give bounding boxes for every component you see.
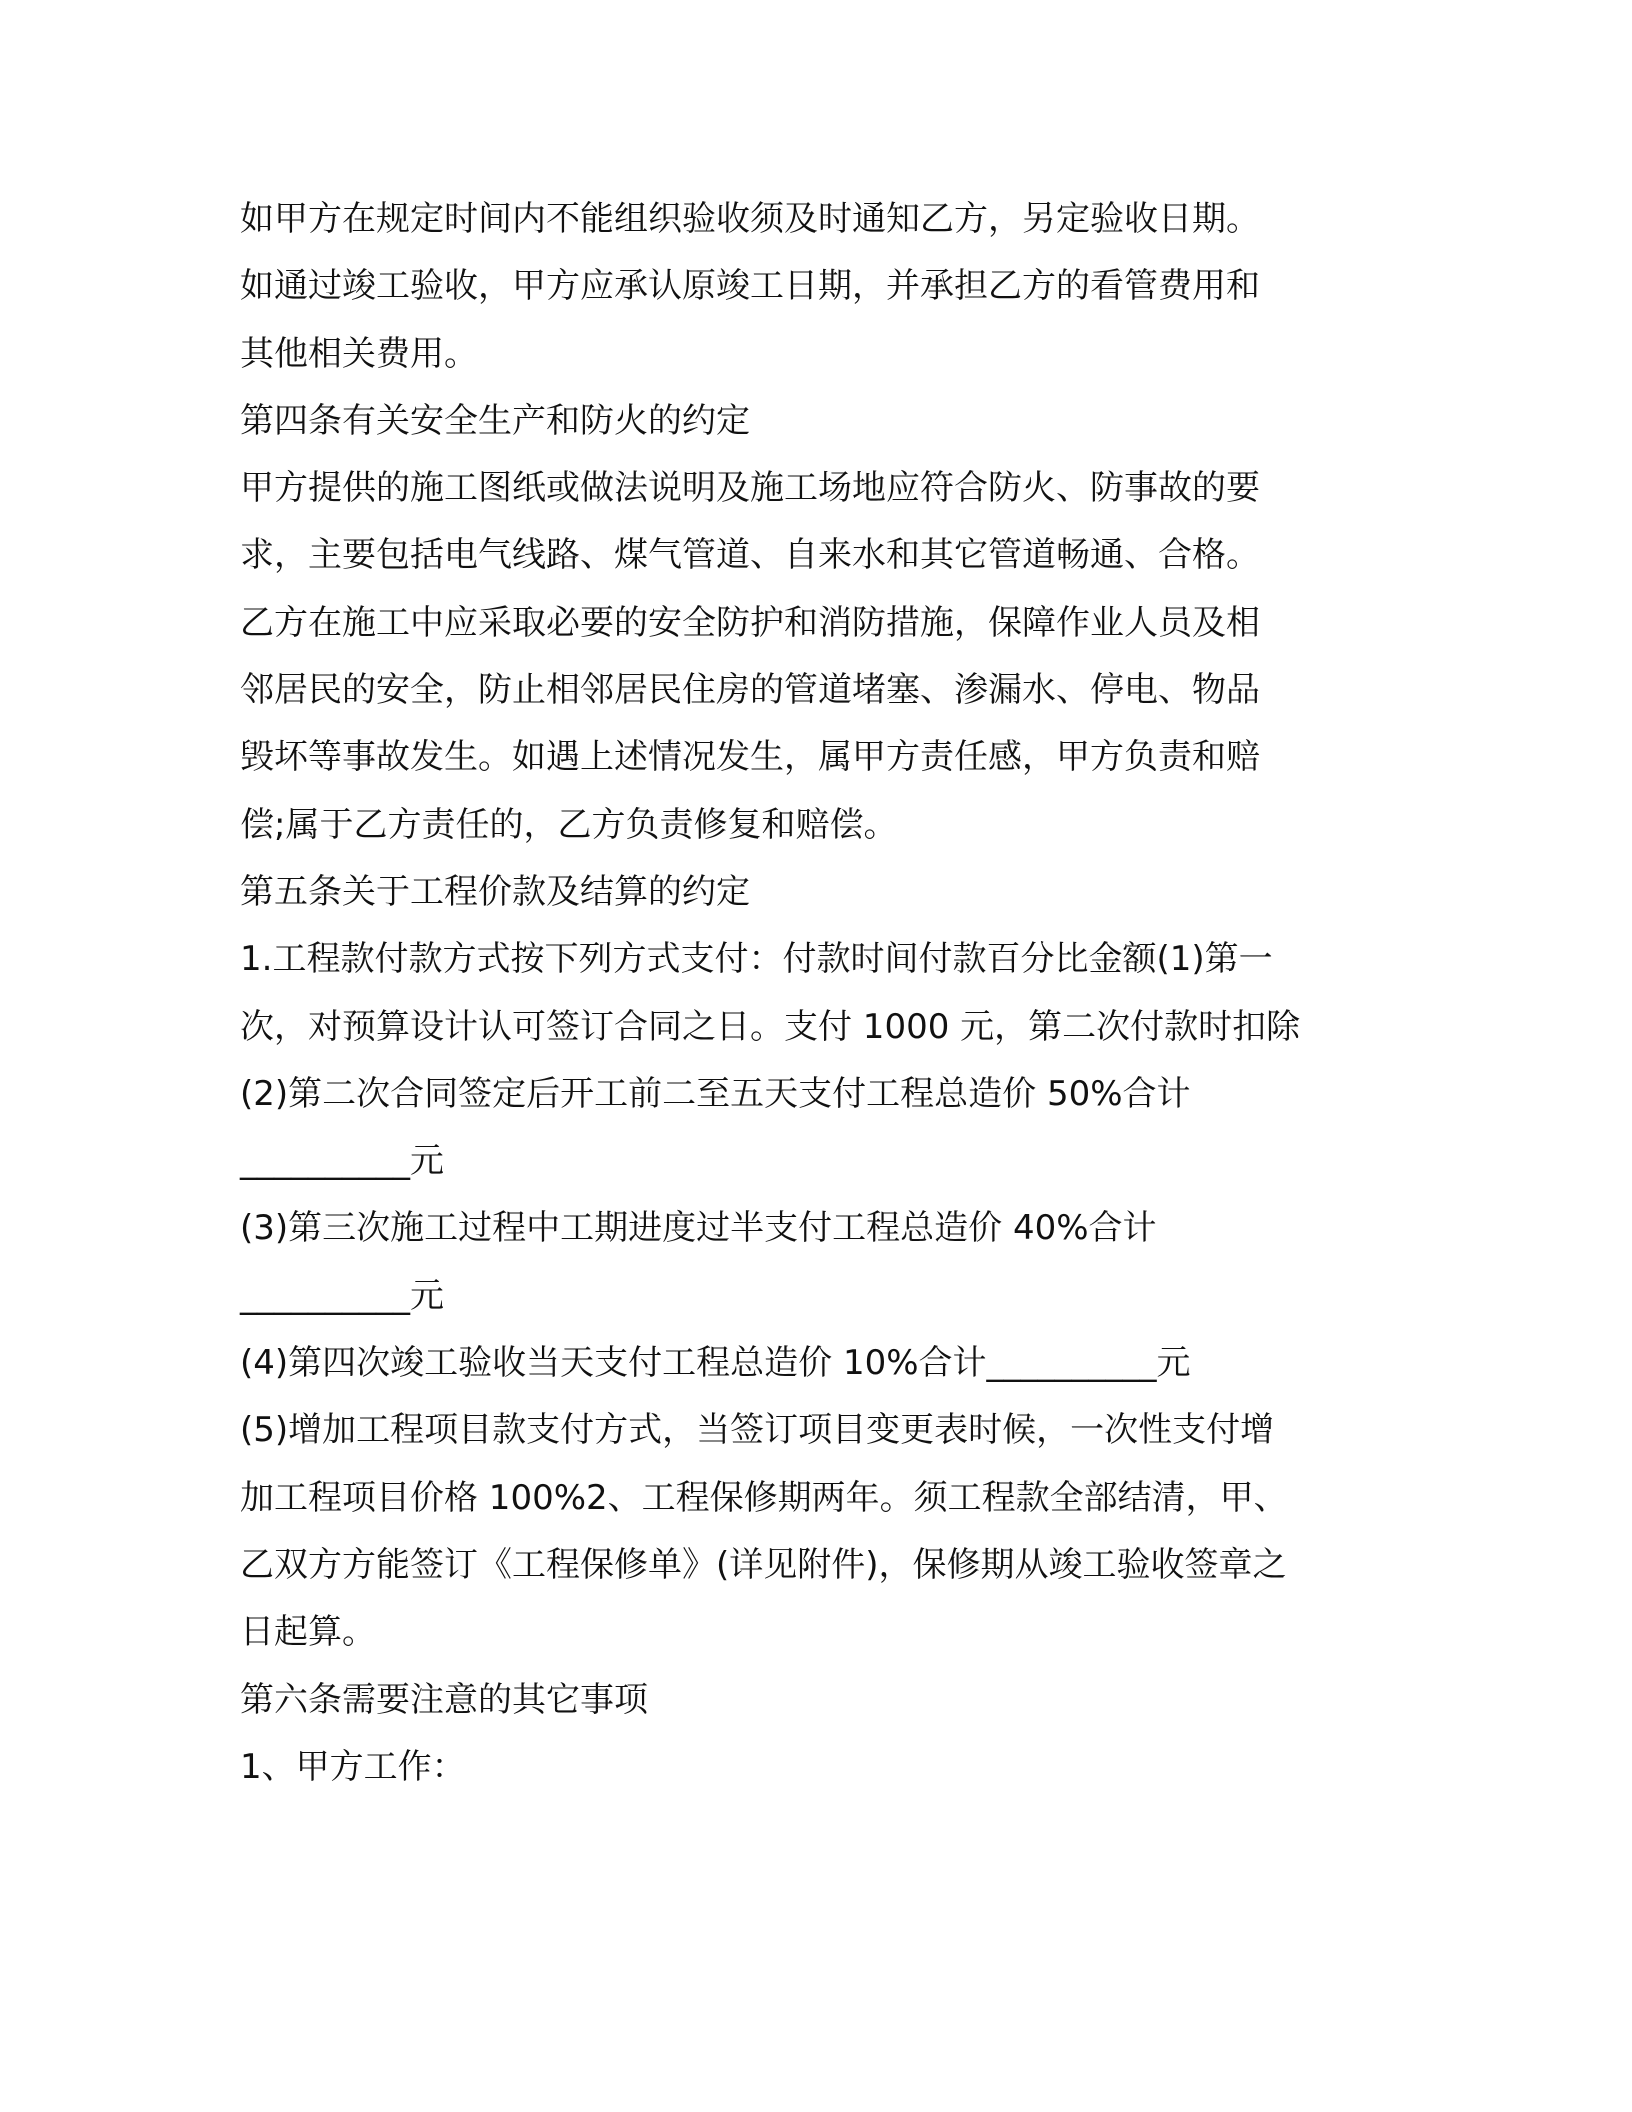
document-body [240,186,1430,1801]
section-heading: 第五条关于工程价款及结算的约定 [240,871,750,912]
text-line: 邻居民的安全，防止相邻居民住房的管道堵塞、渗漏水、停电、物品 [240,670,1260,711]
text-line: 求，主要包括电气线路、煤气管道、自来水和其它管道畅通、合格。 [240,535,1260,576]
text-line: 加工程项目价格 100%2、工程保修期两年。须工程款全部结清，甲、 [240,1477,1288,1518]
text-line: (4)第四次竣工验收当天支付工程总造价 10%合计__________元 [240,1343,1191,1384]
section-heading: 第四条有关安全生产和防火的约定 [240,400,750,441]
text-line: 乙方在施工中应采取必要的安全防护和消防措施，保障作业人员及相 [240,602,1260,643]
text-line: 1.工程款付款方式按下列方式支付：付款时间付款百分比金额(1)第一 [240,939,1273,980]
text-line: 日起算。 [240,1612,376,1653]
text-line: 如通过竣工验收，甲方应承认原竣工日期，并承担乙方的看管费用和 [240,266,1260,307]
text-line: 乙双方方能签订《工程保修单》(详见附件)，保修期从竣工验收签章之 [240,1544,1287,1585]
blank-amount-line: __________元 [240,1141,444,1182]
text-line: 如甲方在规定时间内不能组织验收须及时通知乙方，另定验收日期。 [240,199,1260,239]
blank-amount-line: __________元 [240,1275,444,1316]
text-line: 次，对预算设计认可签订合同之日。支付 1000 元，第二次付款时扣除 [240,1006,1301,1047]
text-line: (2)第二次合同签定后开工前二至五天支付工程总造价 50%合计 [240,1073,1191,1114]
text-line: 甲方提供的施工图纸或做法说明及施工场地应符合防火、防事故的要 [240,468,1260,509]
text-line: 毁坏等事故发生。如遇上述情况发生，属甲方责任感，甲方负责和赔 [240,737,1260,778]
text-line: (5)增加工程项目款支付方式，当签订项目变更表时候，一次性支付增 [240,1410,1275,1451]
text-line: 其他相关费用。 [240,333,478,374]
text-line: 偿;属于乙方责任的，乙方负责修复和赔偿。 [240,804,898,845]
text-line: (3)第三次施工过程中工期进度过半支付工程总造价 40%合计 [240,1208,1157,1249]
section-heading: 第六条需要注意的其它事项 [240,1679,648,1720]
list-item: 1、甲方工作： [240,1746,466,1787]
